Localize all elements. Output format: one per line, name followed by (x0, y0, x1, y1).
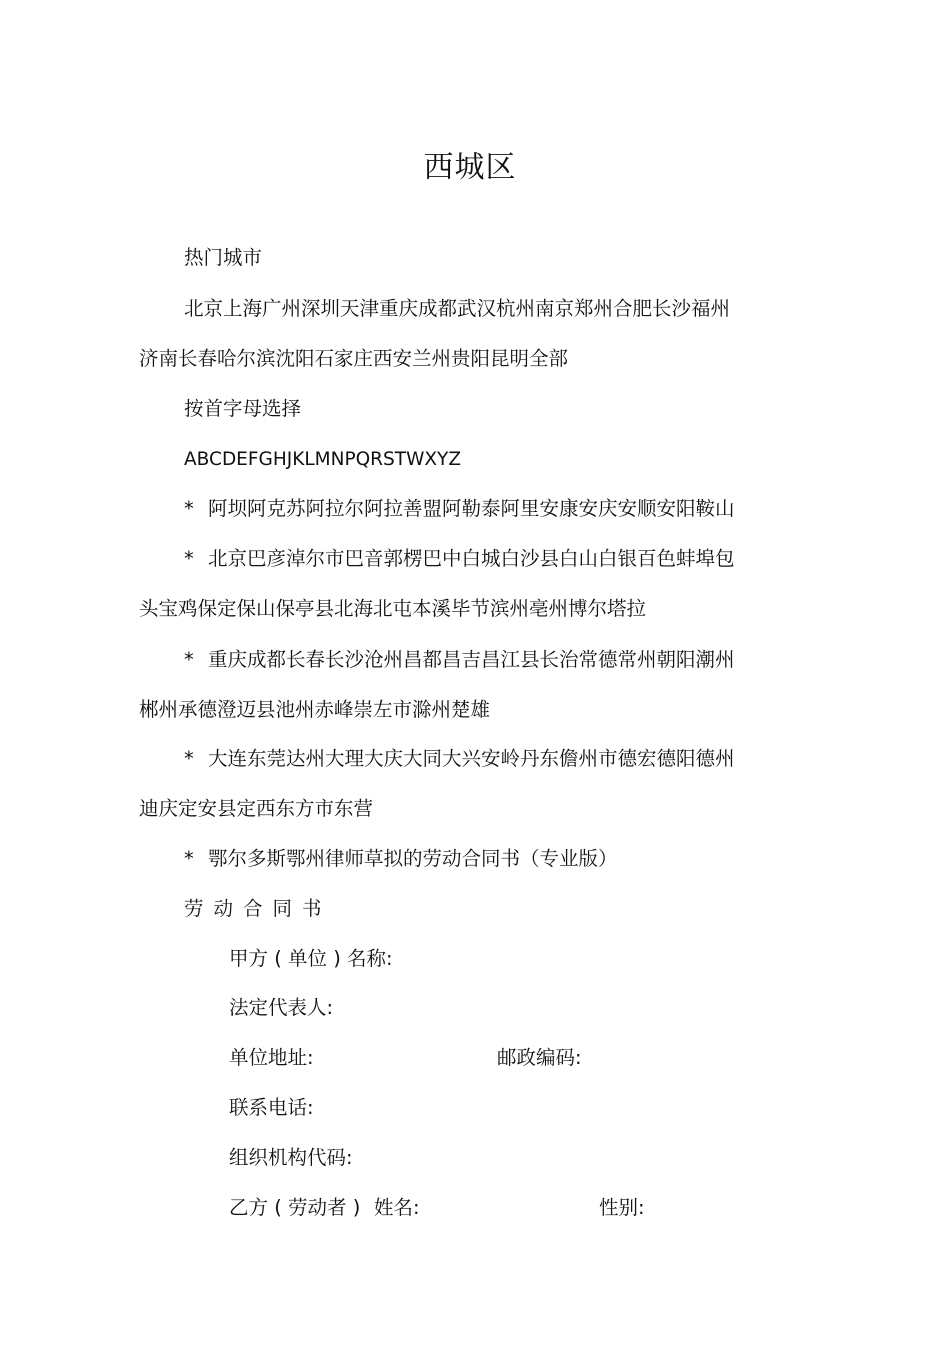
city-group-c-cont: 郴州承德澄迈县池州赤峰崇左市滁州楚雄 (139, 698, 491, 721)
city-group-d-cont: 迪庆定安县定西东方市东营 (139, 797, 374, 820)
gender-label: 性别: (599, 1196, 645, 1219)
bullet-mark: * (184, 847, 194, 870)
page-title: 西城区 (423, 150, 517, 185)
city-group-e (184, 846, 618, 872)
city-group-b-cont: 头宝鸡保定保山保亭县北海北屯本溪毕节滨州亳州博尔塔拉 (139, 597, 647, 620)
hot-cities-heading: 热门城市 (184, 246, 263, 269)
contract-heading: 劳动合同书 (184, 897, 332, 920)
city-group-c (184, 647, 735, 673)
letter-index: ABCDEFGHJKLMNPQRSTWXYZ (184, 449, 462, 470)
city-group-text: 北京巴彦淖尔市巴音郭楞巴中白城白沙县白山白银百色蚌埠包 (208, 547, 735, 570)
bullet-mark: * (184, 547, 194, 570)
hot-cities-line: 济南长春哈尔滨沈阳石家庄西安兰州贵阳昆明全部 (139, 347, 569, 370)
city-group-text: 大连东莞达州大理大庆大同大兴安岭丹东儋州市德宏德阳德州 (208, 747, 735, 770)
org-code-label: 组织机构代码: (229, 1146, 353, 1169)
party-b-label: 乙方 ( 劳动者 ) (229, 1196, 361, 1219)
phone-label: 联系电话: (229, 1096, 314, 1119)
city-group-text: 重庆成都长春长沙沧州昌都昌吉昌江县长治常德常州朝阳潮州 (208, 648, 735, 671)
city-group-text: 阿坝阿克苏阿拉尔阿拉善盟阿勒泰阿里安康安庆安顺安阳鞍山 (208, 497, 735, 520)
bullet-mark: * (184, 648, 194, 671)
postcode-label: 邮政编码: (497, 1046, 582, 1069)
bullet-mark: * (184, 497, 194, 520)
city-group-d (184, 746, 735, 772)
city-group-a (184, 496, 735, 522)
hot-cities-line: 北京上海广州深圳天津重庆成都武汉杭州南京郑州合肥长沙福州 (184, 297, 731, 320)
address-label: 单位地址: (229, 1046, 314, 1069)
city-group-text: 鄂尔多斯鄂州律师草拟的劳动合同书（专业版） (208, 847, 618, 870)
letter-select-heading: 按首字母选择 (184, 397, 302, 420)
party-a-name-label: 甲方 ( 单位 ) 名称: (229, 947, 393, 970)
legal-rep-label: 法定代表人: (229, 996, 334, 1019)
bullet-mark: * (184, 747, 194, 770)
party-b-name-label: 姓名: (374, 1196, 420, 1219)
city-group-b (184, 546, 735, 572)
